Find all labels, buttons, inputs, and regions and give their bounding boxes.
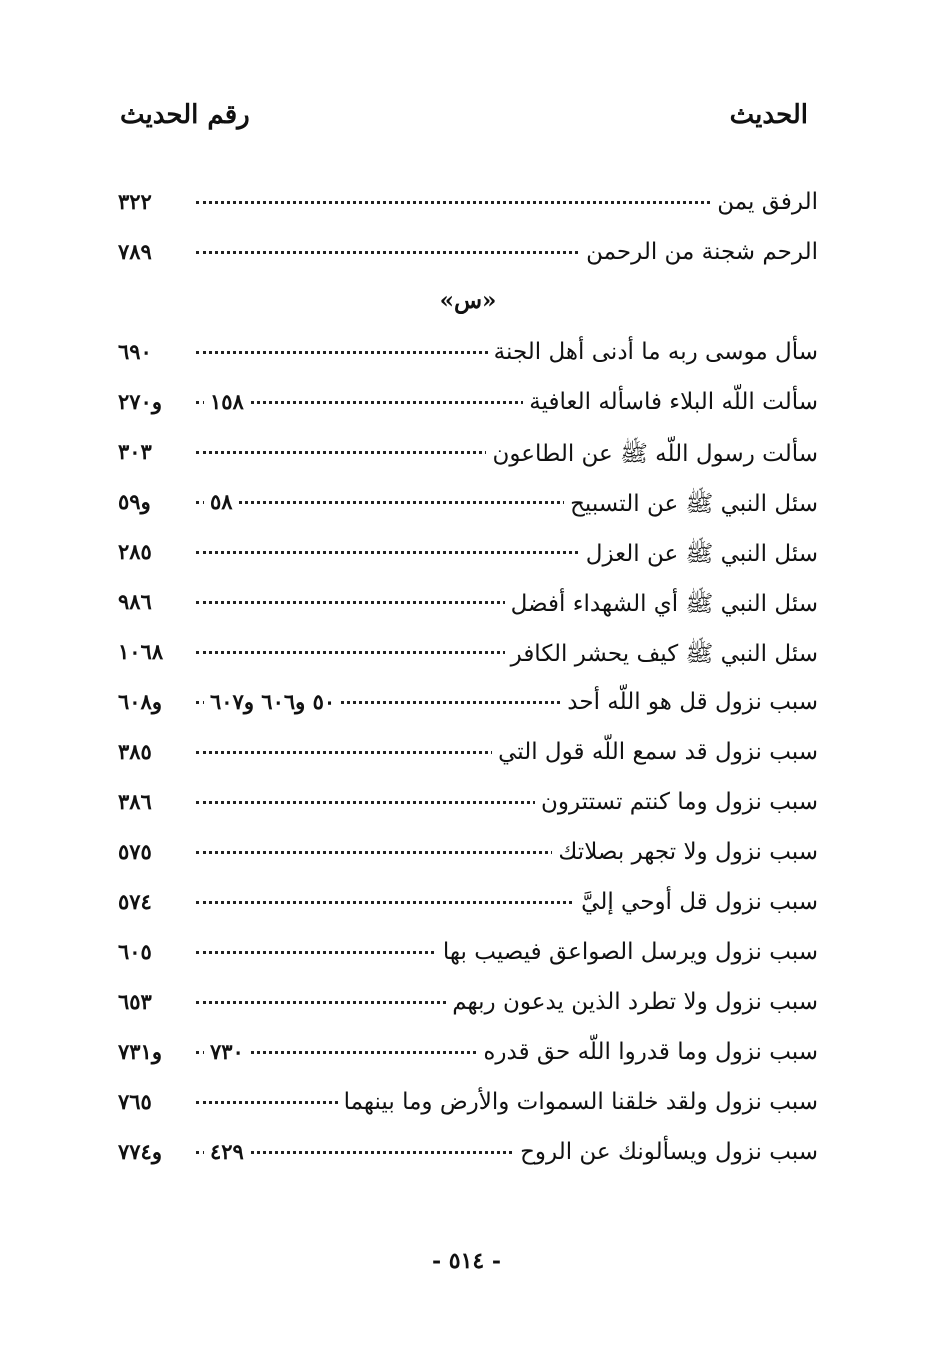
entry-number: ٦٠٥ (118, 939, 194, 964)
index-entry (118, 883, 818, 933)
column-header-hadith: الحديث (729, 100, 808, 130)
entry-title: سبب نزول قد سمع اللّه قول التي (492, 739, 818, 765)
page-header (120, 100, 808, 140)
entry-title: سئل النبي ﷺ كيف يحشر الكافر (505, 639, 818, 673)
entry-number: و٦٠٨ (118, 689, 194, 714)
entry-number: و٧٣١ (118, 1039, 194, 1064)
entry-extra-number: ١٥٨ (204, 389, 250, 414)
entry-title: سبب نزول ويسألونك عن الروح (514, 1139, 818, 1165)
entry-number: و٧٧٤ (118, 1139, 194, 1164)
entry-title: سبب نزول وما قدروا اللّه حق قدره (477, 1039, 818, 1065)
entry-title: سبب نزول ولا تطرد الذين يدعون ربهم (446, 989, 818, 1015)
entry-title: سبب نزول ولا تجهر بصلاتك (552, 839, 818, 865)
entry-title: سبب نزول قل هو اللّه أحد (561, 689, 818, 715)
entry-number: ٣٢٢ (118, 189, 194, 214)
entry-extra-number: ٤٢٩ (204, 1139, 250, 1164)
entry-number: ٦٩٠ (118, 339, 194, 364)
section-heading-row (118, 283, 818, 333)
index-entry (118, 483, 818, 533)
index-entry (118, 583, 818, 633)
index-entry (118, 433, 818, 483)
entry-title: سبب نزول قل أوحي إليَّ (575, 889, 818, 915)
index-entry (118, 833, 818, 883)
index-entry (118, 1133, 818, 1183)
index-entry (118, 233, 818, 283)
entry-title: سبب نزول وما كنتم تستترون (535, 789, 818, 815)
index-entry (118, 983, 818, 1033)
entry-extra-number: ٥٨ (204, 489, 239, 514)
index-entry (118, 533, 818, 583)
index-entry (118, 183, 818, 233)
index-entry (118, 933, 818, 983)
entry-number: ٢٨٥ (118, 539, 194, 564)
entry-title: سبب نزول ويرسل الصواعق فيصيب بها (437, 939, 818, 965)
index-entry (118, 783, 818, 833)
index-entry (118, 1083, 818, 1133)
section-letter: «س» (439, 287, 497, 314)
entry-number: ١٠٦٨ (118, 639, 194, 664)
entry-number: ٥٧٥ (118, 839, 194, 864)
entry-extra-number: ٥٠ و٦٠٦ و٦٠٧ (204, 689, 341, 714)
entry-title: سألت رسول اللّه ﷺ عن الطاعون (486, 439, 818, 473)
entry-title: سبب نزول ولقد خلقنا السموات والأرض وما بينهما (338, 1089, 818, 1115)
entry-number: ٩٨٦ (118, 589, 194, 614)
column-header-hadith-number: رقم الحديث (120, 100, 250, 130)
index-entry (118, 683, 818, 733)
entry-title: سئل النبي ﷺ أي الشهداء أفضل (505, 589, 818, 623)
entry-number: ٧٨٩ (118, 239, 194, 264)
index-entry (118, 1033, 818, 1083)
index-list (118, 183, 818, 1183)
page-number: - ٥١٤ - (431, 1248, 502, 1274)
index-entry (118, 633, 818, 683)
entry-number: ٣٨٦ (118, 789, 194, 814)
entry-title: سأل موسى ربه ما أدنى أهل الجنة (488, 339, 818, 365)
entry-extra-number: ٧٣٠ (204, 1039, 250, 1064)
entry-title: الرحم شجنة من الرحمن (580, 239, 818, 265)
entry-number: ٦٥٣ (118, 989, 194, 1014)
index-entry (118, 733, 818, 783)
entry-title: سئل النبي ﷺ عن العزل (580, 539, 818, 573)
entry-number: ٧٦٥ (118, 1089, 194, 1114)
entry-number: و٢٧٠ (118, 389, 194, 414)
index-entry (118, 383, 818, 433)
entry-title: سئل النبي ﷺ عن التسبيح (564, 489, 818, 523)
entry-number: ٣٠٣ (118, 439, 194, 464)
entry-title: سألت اللّه البلاء فاسأله العافية (523, 389, 818, 415)
index-entry (118, 333, 818, 383)
entry-number: ٥٧٤ (118, 889, 194, 914)
entry-number: و٥٩ (118, 489, 194, 514)
entry-title: الرفق يمن (711, 189, 818, 215)
entry-number: ٣٨٥ (118, 739, 194, 764)
